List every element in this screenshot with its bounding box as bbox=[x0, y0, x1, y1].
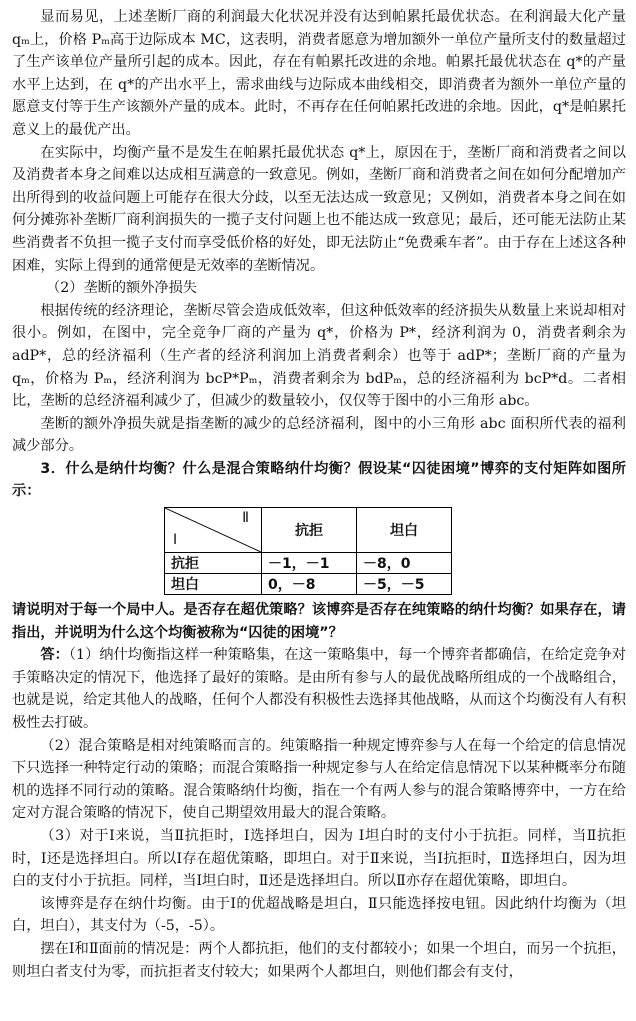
table-header-row bbox=[165, 508, 452, 553]
answer-1 bbox=[12, 644, 626, 734]
paragraph-reality: 在实际中，均衡产量不是发生在帕累托最优状态 q*上，原因在于，垄断厂商和消费者之间以及消费者本身之间难以达成相互满意的一致意见。例如，垄断厂商和消费者之间在如何分配增加产出所得到的收益问题上可能存在很大分歧，以至无法达成一致意见；又例如，消费者本身之间在如何分摊弥补垄断厂商利润损失的一揽子支付问题上也不能达成一致意见；最后，还可能无法防止某些消费者不负担一揽子支付而享受低价格的好处，即无法防止“免费乘车者”。由于存在上述这各种困难，实际上得到的通常便是无效率的垄断情况。 bbox=[12, 144, 626, 274]
table-cell: 0，－8 bbox=[262, 574, 357, 595]
player-col-label: Ⅱ bbox=[242, 510, 249, 527]
answer-2: （2）混合策略是相对纯策略而言的。纯策略指一种规定博弈参与人在每一个给定的信息情况下只选择一种特定行动的策略；而混合策略指一种规定参与人在给定信息情况下以某种概率分布随机的选择不同行动的策略。混合策略纳什均衡，指在一个有两人参与的混合策略博弈中，一方在给定对方混合策略的情况下，使自己期望效用最大的混合策略。 bbox=[12, 737, 626, 822]
player-row-label: Ⅰ bbox=[173, 532, 178, 549]
answer-1-text: （1）纳什均衡指这样一种策略集，在这一策略集中，每一个博弈者都确信，在给定竞争对手策略决定的情况下，他选择了最好的策略。是由所有参与人的最优战略所组成的一个战略组合，也就是说，给定其他人的战略，任何个人都没有积极性去选择其他战略，从而这个均衡没有人有积极性去打破。 bbox=[12, 647, 626, 732]
answer-3: （3）对于Ⅰ来说，当Ⅱ抗拒时，Ⅰ选择坦白，因为 Ⅰ坦白时的支付小于抗拒。同样，当Ⅱ抗拒时，Ⅰ还是选择坦白。所以Ⅰ存在超优策略，即坦白。对于Ⅱ来说，当Ⅰ抗拒时，Ⅱ选择坦白，因为坦白的支付小于抗拒。同样，当Ⅰ坦白时，Ⅱ还是选择坦白。所以Ⅱ亦存在超优策略，即坦白。 bbox=[12, 828, 626, 890]
col-header-confess: 坦白 bbox=[357, 508, 452, 553]
table-corner-cell bbox=[165, 508, 262, 553]
question-3-continued: 请说明对于每一个局中人。是否存在超优策略？该博弈是否存在纯策略的纳什均衡？如果存在，请指出，并说明为什么这个均衡被称为“囚徒的困境”？ bbox=[12, 602, 626, 641]
document-page bbox=[12, 6, 626, 983]
payoff-matrix-table bbox=[164, 507, 452, 595]
table-cell: －1，－1 bbox=[262, 553, 357, 574]
subheading-deadweight-loss: （2）垄断的额外净损失 bbox=[46, 280, 197, 297]
paragraph-pareto: 显而易见，上述垄断厂商的利润最大化状况并没有达到帕累托最优状态。在利润最大化产量 qₘ上，价格 Pₘ高于边际成本 MC，这表明，消费者愿意为增加额外一单位产量所支付的数量超过了生产该单位产量所引起的成本。因此，存在有帕累托改进的余地。帕累托最优状态在 q*的产量水平上达到，在 q*的产出水平上，需求曲线与边际成本曲线相交，即消费者为额外一单位产量的愿意支付等于生产该额外产量的成本。此时，不再存在任何帕累托改进的余地。因此，q*是帕累托意义上的最优产出。 bbox=[12, 9, 626, 138]
answer-4: 该博弈是存在纳什均衡。由于Ⅰ的优超战略是坦白，Ⅱ只能选择按电钮。因此纳什均衡为（坦白，坦白），其支付为（-5，-5）。 bbox=[12, 895, 626, 935]
paragraph-deadweight-def: 垄断的额外净损失就是指垄断的减少的总经济福利，图中的小三角形 abc 面积所代表的福利减少部分。 bbox=[12, 415, 626, 455]
question-3: 3．什么是纳什均衡？什么是混合策略纳什均衡？假设某“囚徒困境”博弈的支付矩阵如图所示： bbox=[12, 460, 626, 500]
answer-5: 摆在Ⅰ和Ⅱ面前的情况是：两个人都抗拒，他们的支付都较小；如果一个坦白，而另一个抗拒，则坦白者支付为零，而抗拒者支付较大；如果两个人都坦白，则他们都会有支付， bbox=[12, 940, 626, 980]
table-cell: －8，0 bbox=[357, 553, 452, 574]
row-header-refuse: 抗拒 bbox=[165, 553, 262, 574]
answer-label: 答： bbox=[40, 647, 69, 664]
table-row bbox=[165, 553, 452, 574]
table-row bbox=[165, 574, 452, 595]
paragraph-theory: 根据传统的经济理论，垄断尽管会造成低效率，但这种低效率的经济损失从数量上来说却相对很小。例如，在图中，完全竞争厂商的产量为 q*，价格为 P*，经济利润为 0，消费者剩余为 adP*，总的经济福利（生产者的经济利润加上消费者剩余）也等于 adP*；垄断厂商的产量为 qₘ，价格为 Pₘ，经济利润为 bcP*Pₘ，消费者剩余为 bdPₘ，总的经济福利为 bcP*d。二者相比，垄断的总经济福利减少了，但减少的数量较小，仅仅等于图中的小三角形 abc。 bbox=[12, 302, 626, 410]
col-header-refuse: 抗拒 bbox=[262, 508, 357, 553]
row-header-confess: 坦白 bbox=[165, 574, 262, 595]
table-cell: －5，－5 bbox=[357, 574, 452, 595]
